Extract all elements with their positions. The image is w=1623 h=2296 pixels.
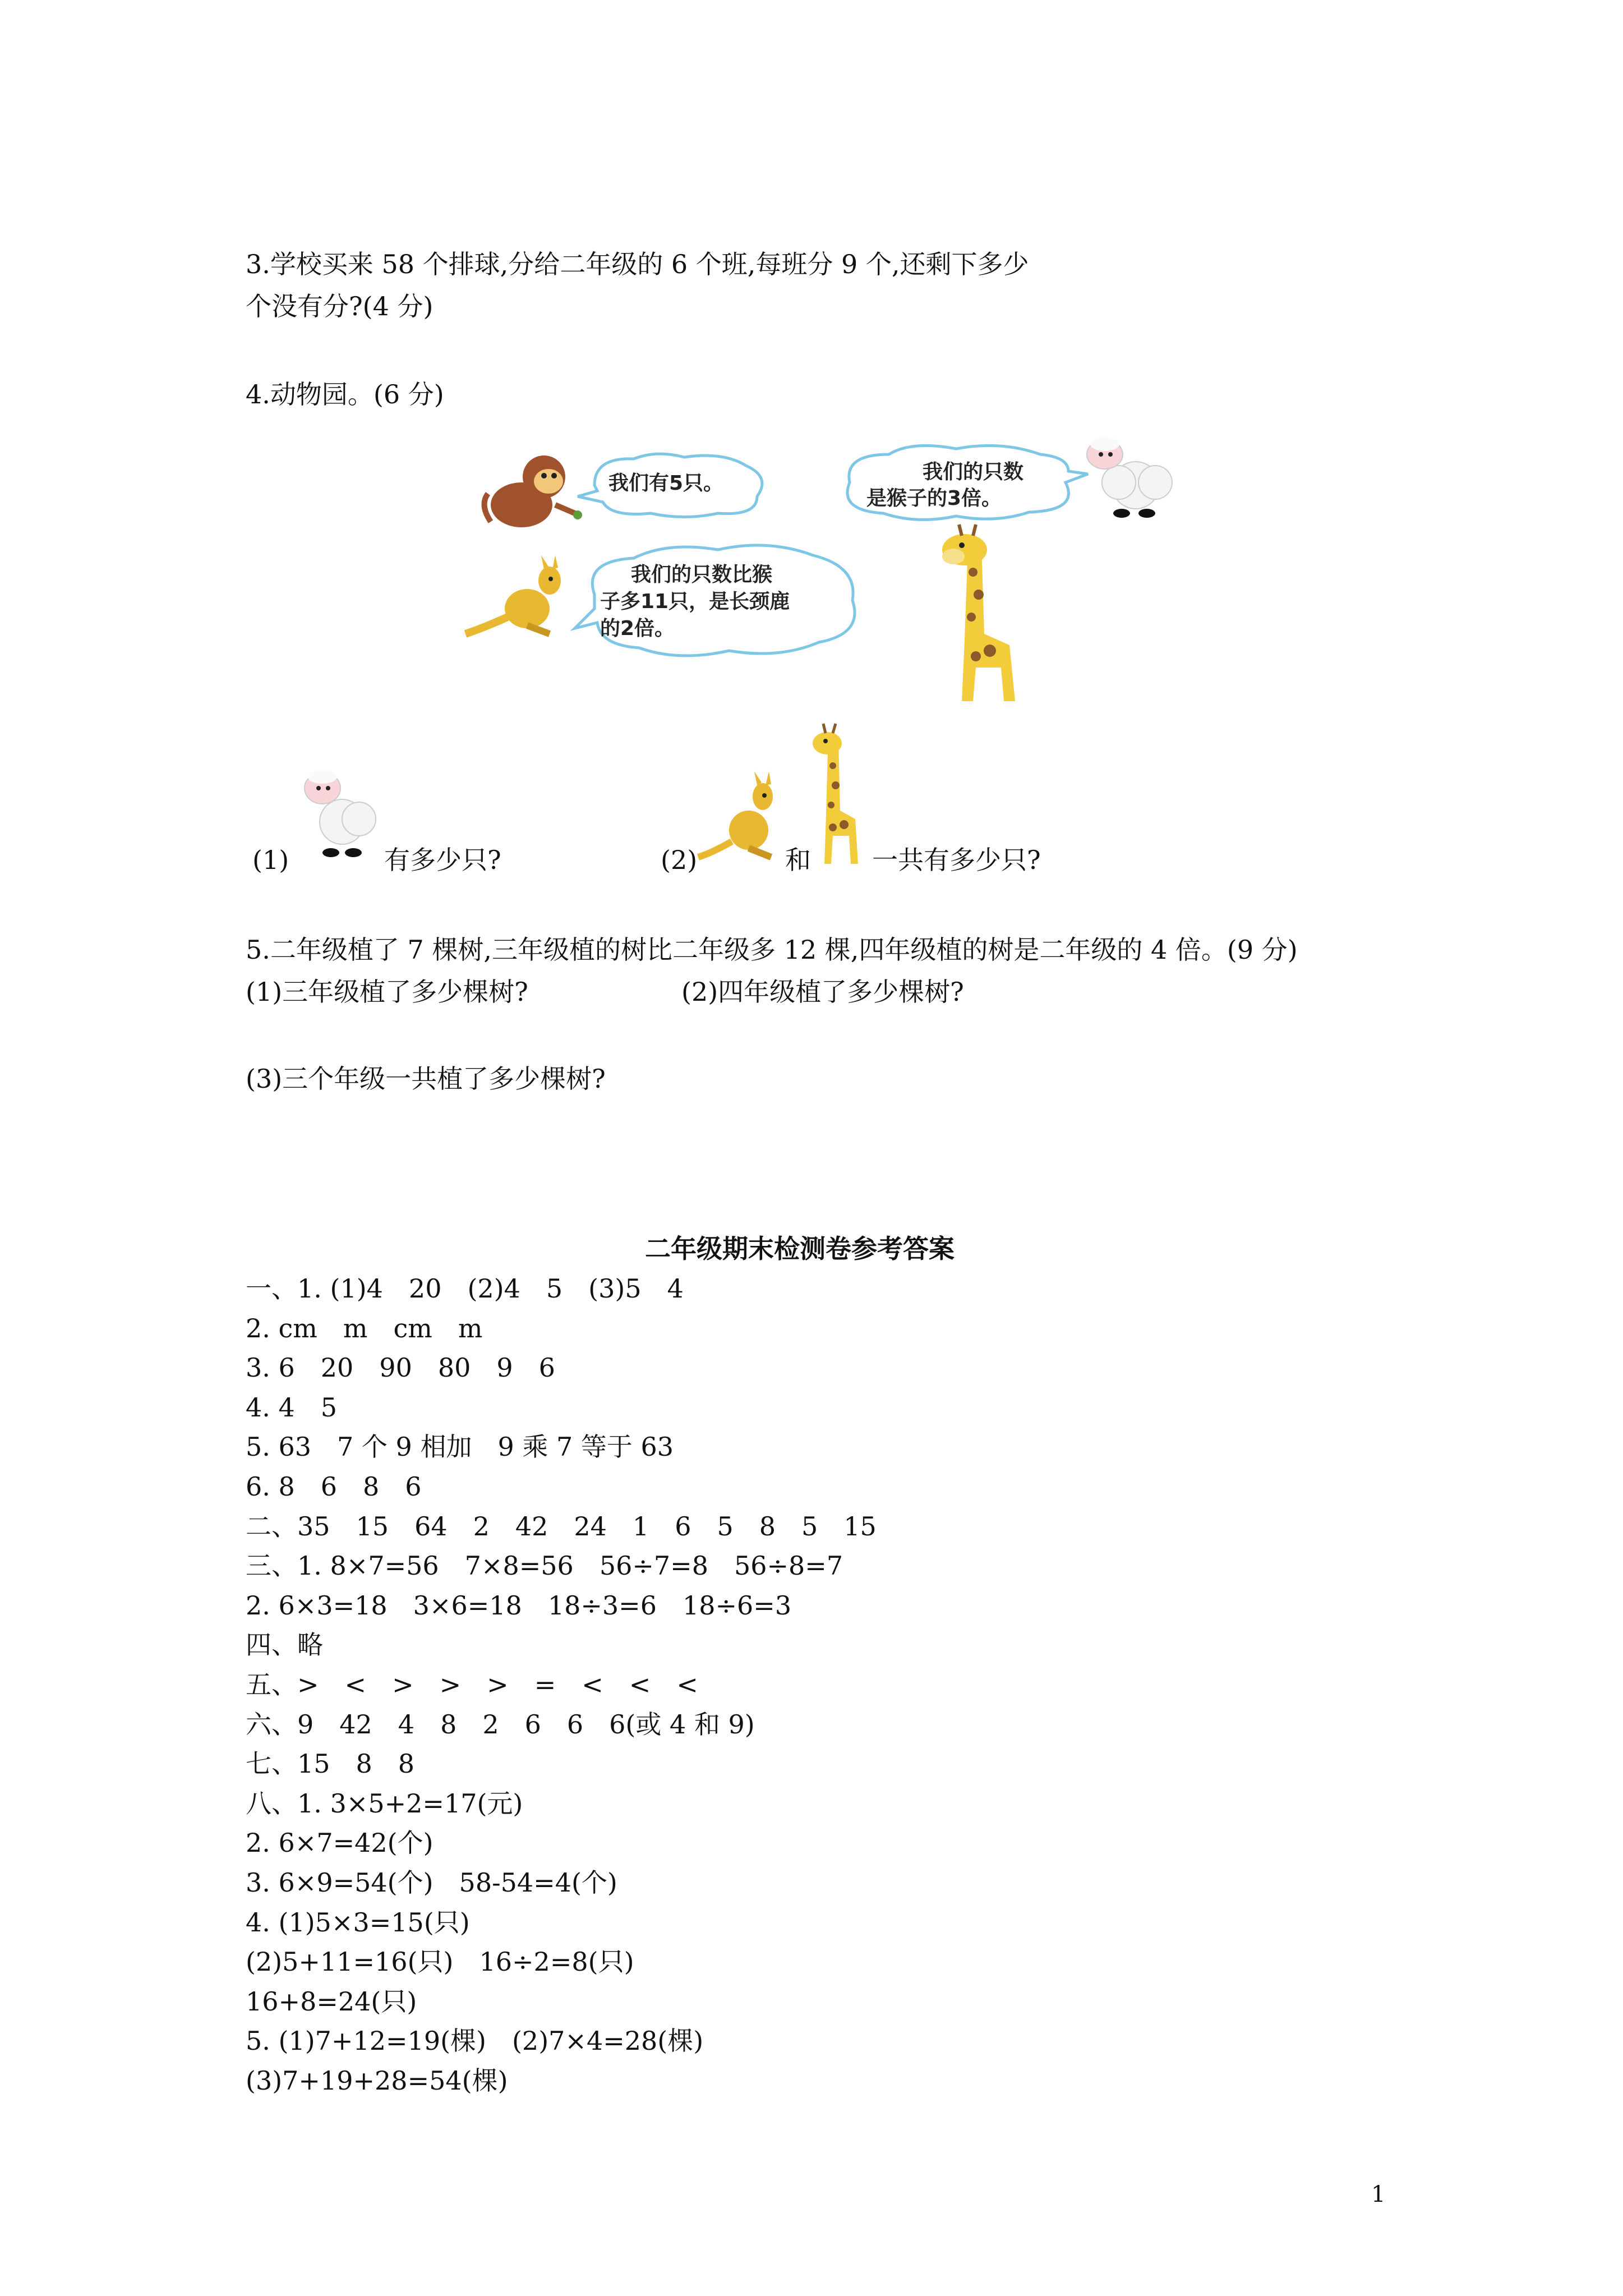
- q4-sub2-and: 和: [785, 845, 811, 875]
- kangaroo-icon: [465, 555, 578, 639]
- answer-line: 一、1. (1)4 20 (2)4 5 (3)5 4: [246, 1273, 684, 1304]
- sheep-bubble-line1: 我们的只数: [923, 461, 1024, 484]
- kangaroo-bubble-line3: 的2倍。: [600, 617, 675, 640]
- kangaroo-bubble-line2: 子多11只，是长颈鹿: [600, 590, 790, 613]
- answer-key-title: 二年级期末检测卷参考答案: [645, 1234, 955, 1264]
- answer-line: 五、> < > > > = < < <: [246, 1669, 698, 1700]
- answer-line: 六、9 42 4 8 2 6 6 6(或 4 和 9): [246, 1709, 755, 1740]
- q4-title: 4.动物园。(6 分): [246, 379, 444, 409]
- kangaroo-icon: [698, 769, 782, 864]
- answer-line: (3)7+19+28=54(棵): [246, 2065, 508, 2096]
- q5-title: 5.二年级植了 7 棵树,三年级植的树比二年级多 12 棵,四年级植的树是二年级的 4 倍。(9 分): [246, 935, 1298, 965]
- sheep-icon: [1080, 432, 1181, 522]
- answer-line: 四、略: [246, 1630, 323, 1660]
- q5-sub1: (1)三年级植了多少棵树?: [246, 977, 528, 1007]
- sheep-bubble-line2: 是猴子的3倍。: [866, 487, 1002, 510]
- answer-line: 3. 6 20 90 80 9 6: [246, 1352, 555, 1383]
- q4-sub1-number: (1): [252, 845, 289, 875]
- answer-line: 3. 6×9=54(个) 58-54=4(个): [246, 1867, 617, 1898]
- answer-line: 4. 4 5: [246, 1392, 338, 1423]
- answer-line: 八、1. 3×5+2=17(元): [246, 1788, 523, 1819]
- answer-line: (2)5+11=16(只) 16÷2=8(只): [246, 1947, 634, 1977]
- q4-sub2-number: (2): [661, 845, 698, 875]
- q5-sub3: (3)三个年级一共植了多少棵树?: [246, 1064, 606, 1094]
- q5-sub2: (2)四年级植了多少棵树?: [681, 977, 964, 1007]
- sheep-icon: [297, 760, 381, 861]
- q4-sub2-text: 一共有多少只?: [872, 845, 1041, 875]
- answer-line: 2. 6×3=18 3×6=18 18÷3=6 18÷6=3: [246, 1590, 792, 1621]
- page-number: 1: [1371, 2182, 1386, 2207]
- answer-line: 5. (1)7+12=19(棵) (2)7×4=28(棵): [246, 2026, 704, 2056]
- q4-sub1-text: 有多少只?: [384, 845, 501, 875]
- kangaroo-bubble-line1: 我们的只数比猴: [631, 563, 773, 586]
- answer-line: 6. 8 6 8 6: [246, 1471, 422, 1502]
- answer-line: 二、35 15 64 2 42 24 1 6 5 8 5 15: [246, 1511, 877, 1542]
- answer-line: 16+8=24(只): [246, 1986, 417, 2017]
- giraffe-icon: [937, 522, 1038, 707]
- answer-line: 5. 63 7 个 9 相加 9 乘 7 等于 63: [246, 1432, 674, 1462]
- q3-line1: 3.学校买来 58 个排球,分给二年级的 6 个班,每班分 9 个,还剩下多少: [246, 249, 1029, 279]
- answer-line: 三、1. 8×7=56 7×8=56 56÷7=8 56÷8=7: [246, 1550, 843, 1581]
- q3-line2: 个没有分?(4 分): [246, 291, 434, 321]
- answer-line: 七、15 8 8: [246, 1749, 415, 1779]
- answer-line: 2. cm m cm m: [246, 1313, 483, 1343]
- answer-line: 2. 6×7=42(个): [246, 1828, 434, 1858]
- monkey-bubble-text: 我们有5只。: [608, 472, 724, 495]
- giraffe-icon: [808, 721, 869, 867]
- answer-line: 4. (1)5×3=15(只): [246, 1907, 470, 1938]
